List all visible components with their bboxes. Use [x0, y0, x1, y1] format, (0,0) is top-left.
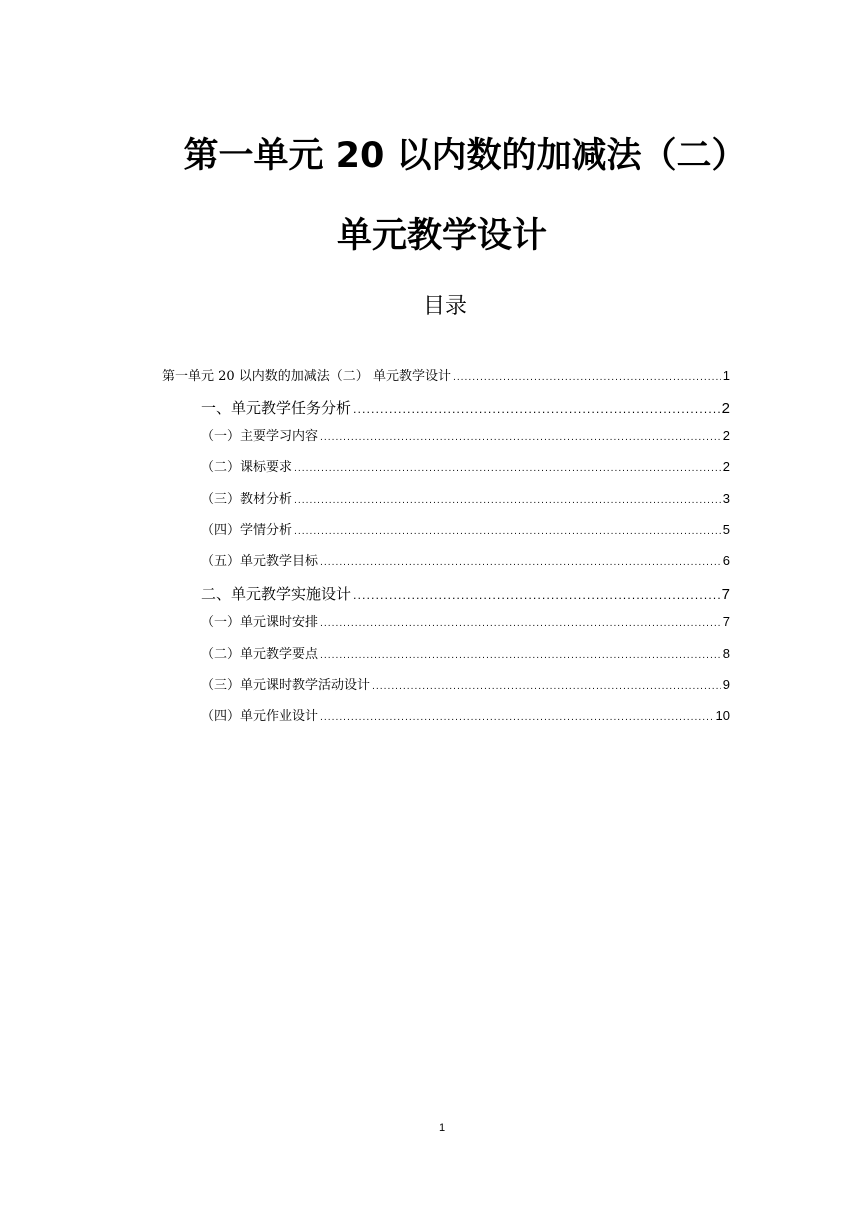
- toc-entry-text: （一）主要学习内容: [201, 429, 319, 444]
- toc-entry-subsection[interactable]: [201, 427, 730, 447]
- toc-entry-page: 7: [722, 614, 730, 629]
- toc-leader-dots: [320, 615, 721, 633]
- toc-leader-dots: [320, 647, 721, 665]
- toc-entry-section-2[interactable]: [201, 585, 730, 605]
- toc-entry-text: （一）单元课时安排: [201, 615, 319, 630]
- toc-leader-dots: [353, 401, 720, 419]
- toc-entry-text: （五）单元教学目标: [201, 554, 319, 569]
- toc-leader-dots: [294, 492, 721, 510]
- toc-entry-page: 9: [722, 677, 730, 692]
- toc-entry-subsection[interactable]: [201, 676, 730, 696]
- toc-entry-text: 第一单元 20 以内数的加减法（二） 单元教学设计: [162, 369, 451, 384]
- toc-entry-subsection[interactable]: [201, 458, 730, 478]
- toc-leader-dots: [453, 369, 721, 387]
- toc-entry-subsection[interactable]: [201, 645, 730, 665]
- toc-entry-subsection[interactable]: [201, 521, 730, 541]
- toc-entry-page: 2: [722, 459, 730, 474]
- toc-entry-page: 5: [722, 522, 730, 537]
- toc-entry-subsection[interactable]: [201, 613, 730, 633]
- toc-entry-page: 2: [721, 400, 730, 417]
- toc-entry-subsection[interactable]: [201, 490, 730, 510]
- toc-entry-page: 2: [722, 428, 730, 443]
- toc-leader-dots: [353, 587, 720, 605]
- page-number: 1: [438, 1122, 446, 1134]
- toc-leader-dots: [294, 460, 721, 478]
- toc-entry-text: （二）单元教学要点: [201, 647, 319, 662]
- document-title-line1: 第一单元 20 以内数的加减法（二）: [183, 136, 747, 176]
- toc-leader-dots: [294, 523, 721, 541]
- toc-entry-page: 3: [722, 491, 730, 506]
- toc-leader-dots: [372, 678, 721, 696]
- toc-entry-page: 1: [722, 368, 730, 383]
- toc-leader-dots: [320, 554, 721, 572]
- toc-leader-dots: [320, 429, 721, 447]
- toc-entry-text: （四）单元作业设计: [201, 709, 319, 724]
- toc-entry-page: 6: [722, 553, 730, 568]
- toc-entry-page: 10: [715, 708, 730, 723]
- toc-entry-text: （二）课标要求: [201, 460, 293, 475]
- toc-entry-page: 8: [722, 646, 730, 661]
- toc-entry-subsection[interactable]: [201, 707, 730, 727]
- toc-entry-text: （三）单元课时教学活动设计: [201, 678, 371, 693]
- toc-entry-text: 一、单元教学任务分析: [201, 399, 352, 417]
- toc-entry-text: 二、单元教学实施设计: [201, 585, 352, 603]
- toc-entry-unit[interactable]: [162, 367, 730, 387]
- toc-entry-subsection[interactable]: [201, 552, 730, 572]
- toc-heading: 目录: [422, 294, 467, 319]
- document-title-line2: 单元教学设计: [336, 216, 547, 256]
- toc-entry-page: 7: [721, 586, 730, 603]
- toc-entry-text: （四）学情分析: [201, 523, 293, 538]
- toc-entry-section-1[interactable]: [201, 399, 730, 419]
- toc-entry-text: （三）教材分析: [201, 492, 293, 507]
- toc-leader-dots: [320, 709, 714, 727]
